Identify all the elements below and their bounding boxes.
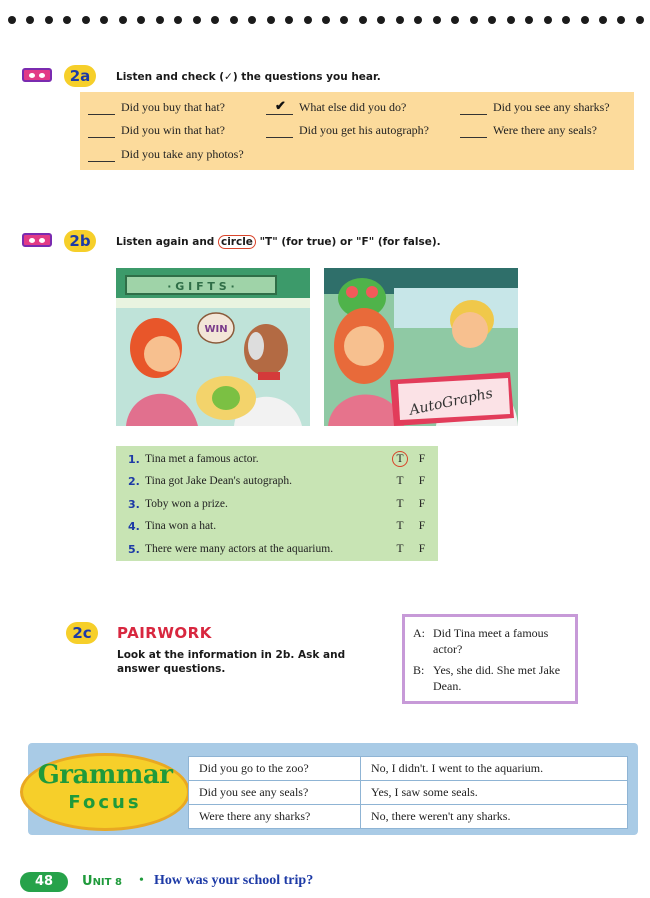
false-option[interactable]: F	[418, 543, 426, 555]
grammar-focus-table	[188, 756, 628, 829]
cassette-icon	[22, 68, 52, 82]
table-row: Did you see any seals? Yes, I saw some seals.	[189, 781, 628, 805]
answer-blank[interactable]	[266, 98, 293, 115]
instruction-2b: Listen again and circle "T" (for true) or "F" (for false).	[116, 236, 441, 248]
dialog-line: A: Did Tina meet a famous actor?	[413, 626, 549, 656]
statement-row: 5. There were many actors at the aquarium. T F	[128, 540, 433, 558]
false-option[interactable]: F	[418, 475, 426, 487]
question-item[interactable]: Did you take any photos?	[88, 147, 244, 162]
statement-row: 4. Tina won a hat. T F	[128, 517, 433, 535]
grammar-focus-subtitle: Focus	[68, 792, 142, 813]
true-option[interactable]: T	[396, 498, 404, 510]
autograph-illustration	[324, 268, 518, 426]
statement-row: 3. Toby won a prize. T F	[128, 495, 433, 513]
table-row: Did you go to the zoo? No, I didn't. I went to the aquarium.	[189, 757, 628, 781]
false-option[interactable]: F	[418, 520, 426, 532]
answer-blank[interactable]	[88, 126, 115, 138]
true-option-circled[interactable]: T	[392, 451, 408, 467]
false-option[interactable]: F	[418, 498, 426, 510]
sample-dialog-box	[402, 614, 578, 704]
win-balloon-text: WIN	[204, 324, 228, 335]
circle-word: circle	[218, 235, 256, 249]
answer-blank[interactable]	[88, 150, 115, 162]
gifts-sign-text: · G I F T S ·	[167, 280, 235, 293]
question-item[interactable]: Did you buy that hat?	[88, 100, 225, 115]
false-option[interactable]: F	[418, 453, 426, 465]
top-dot-border	[8, 16, 644, 30]
page-number: 48	[20, 872, 68, 892]
true-option[interactable]: T	[396, 520, 404, 532]
question-item[interactable]: ✔ What else did you do?	[266, 100, 406, 115]
section-number-2c: 2c	[66, 622, 98, 644]
dialog-line: B: Yes, she did. She met Jake Dean.	[413, 663, 561, 693]
question-item[interactable]: Did you win that hat?	[88, 123, 225, 138]
section-number-2a: 2a	[64, 65, 96, 87]
pairwork-instruction: Look at the information in 2b. Ask and answer questions.	[117, 649, 346, 675]
true-option[interactable]: T	[396, 475, 404, 487]
unit-label: UNIT 8	[82, 874, 122, 889]
statement-row: 2. Tina got Jake Dean's autograph. T F	[128, 472, 433, 490]
grammar-focus-title: Grammar	[37, 760, 173, 790]
instruction-2a: Listen and check (✓) the questions you hear.	[116, 71, 381, 83]
pairwork-title: PAIRWORK	[117, 624, 212, 642]
answer-blank[interactable]	[88, 103, 115, 115]
table-row: Were there any sharks? No, there weren't any sharks.	[189, 805, 628, 829]
autographs-book-text: AutoGraphs	[408, 385, 495, 419]
question-item[interactable]: Were there any seals?	[460, 123, 597, 138]
question-item[interactable]: Did you see any sharks?	[460, 100, 610, 115]
answer-blank[interactable]	[460, 103, 487, 115]
true-option[interactable]: T	[396, 543, 404, 555]
statement-row: 1. Tina met a famous actor. T F	[128, 450, 433, 468]
gift-shop-illustration	[116, 268, 310, 426]
question-item[interactable]: Did you get his autograph?	[266, 123, 429, 138]
bullet-separator: •	[139, 873, 144, 888]
section-number-2b: 2b	[64, 230, 96, 252]
answer-blank[interactable]	[266, 126, 293, 138]
check-mark-icon: ✔	[275, 98, 286, 113]
cassette-icon	[22, 233, 52, 247]
answer-blank[interactable]	[460, 126, 487, 138]
unit-title: How was your school trip?	[154, 873, 314, 888]
